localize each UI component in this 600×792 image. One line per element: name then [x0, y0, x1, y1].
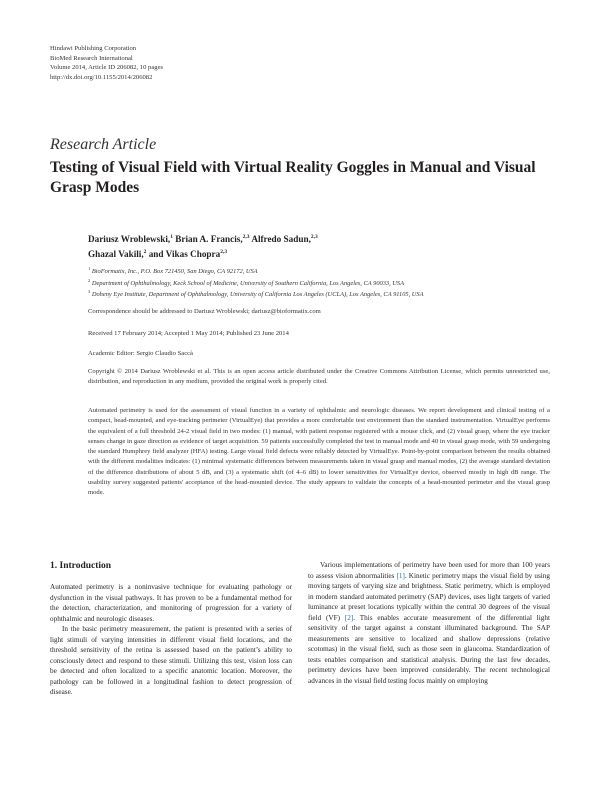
academic-editor-line: Academic Editor: Sergio Claudio Saccà — [88, 350, 193, 357]
article-title: Testing of Visual Field with Virtual Reality Goggles in Manual and Visual Grasp Modes — [50, 159, 536, 196]
doi-link[interactable]: http://dx.doi.org/10.1155/2014/206082 — [50, 73, 153, 81]
intro-paragraph-1: Automated perimetry is a noninvasive technique for evaluating pathology or dysfunction in the visual pathways. It has proven to be a fundamental method for the detection, characterization, and monitoring of progression for a variety of ophthalmic and neurologic diseases. — [50, 583, 292, 623]
correspondence-line: Correspondence should be addressed to Dariusz Wroblewski; dariusz@bioformatix.com — [88, 308, 321, 315]
paragraph-text: . Kinetic perimetry maps the visual field by using moving targets of varying size and brightness. Static perimetry, which is employed in modern standard automated perimetry (SAP) devices, uses light targets of varied luminance at preset locations typically within the central 30 degrees of the visual field (VF) — [308, 571, 550, 622]
journal-header — [50, 44, 163, 82]
copyright-notice: Copyright © 2014 Dariusz Wroblewski et al. This is an open access article distributed under the Creative Commons Attribution License, which permits unrestricted use, distribution, and reproduction in any medium, provided the original work is properly cited. — [88, 368, 550, 386]
paragraph-text: . This enables accurate measurement of the differential light sensitivity of the target against a constant illuminated background. The SAP measurements are sensitive to localized and shallow depressions (relative scotomas) in the visual field, such as those seen in glaucoma. Standardization of tests enables comparison and statistical analysis. During the last few decades, perimetry devices have been improved considerably. The recent technological advances in the visual field testing focus mainly on employing — [308, 613, 550, 685]
affiliation-text: BioFormatix, Inc., P.O. Box 721450, San Diego, CA 92172, USA — [91, 268, 258, 275]
intro-paragraph-3 — [308, 560, 550, 686]
affiliation-list — [88, 266, 558, 301]
author-affiliation-mark: 2,3 — [242, 233, 250, 240]
journal-name: BioMed Research International — [50, 54, 133, 62]
author-name: Ghazal Vakili, — [88, 249, 144, 259]
reference-link-2[interactable]: [2] — [344, 613, 354, 622]
affiliation-text: Department of Ophthalmology, Keck School of Medicine, University of Southern California, Los Angeles, CA 90033, USA — [91, 279, 405, 287]
author-affiliation-mark: 1 — [170, 233, 173, 240]
author-affiliation-mark: 2,3 — [220, 248, 228, 255]
affiliation-number: 2 — [88, 277, 91, 283]
publisher-name: Hindawi Publishing Corporation — [50, 45, 137, 52]
dates-line: Received 17 February 2014; Accepted 1 May 2014; Published 23 June 2014 — [88, 330, 289, 337]
affiliation-text: Doheny Eye Institute, Department of Ophthalmology, University of California Los Angeles (UCLA), Los Angeles, CA 91105, USA — [91, 291, 424, 298]
reference-link-1[interactable]: [1] — [396, 571, 405, 580]
section-heading-introduction: 1. Introduction — [50, 561, 112, 571]
author-name: Brian A. Francis, — [175, 234, 243, 244]
intro-paragraph-2: In the basic perimetry measurement, the patient is presented with a series of light stimuli of varying intensities in different visual field locations, and the threshold sensitivity of the retina is assessed based on the patient’s ability to consciously detect and respond to these stimuli. Utilizing this test, vision loss can be detected and often localized to a specific anatomic location. Moreover, the pathology can be followed in a longitudinal fashion to detect progression of disease. — [50, 625, 292, 696]
author-affiliation-mark: 2 — [143, 248, 147, 255]
affiliation-item — [88, 289, 558, 301]
affiliation-number: 1 — [88, 265, 91, 271]
article-type: Research Article — [50, 136, 157, 153]
abstract-text: Automated perimetry is used for the assessment of visual function in a variety of ophthalmic and neurologic diseases. We report development and clinical testing of a compact, head-mounted, and eye-tracking perimeter (VirtualEye) that provides a more comfortable test environment than the standard instrumentation. VirtualEye performs the equivalent of a full threshold 24-2 visual field in two modes: (1) manual, with patient response registered with a mouse click, and (2) visual grasp, where the eye tracker senses change in gaze direction as evidence of target acquisition. 59 patients successfully completed the test in manual mode and 40 in visual grasp mode, with 59 undergoing the standard Humphrey field analyzer (HFA) testing. Large visual field defects were reliably detected by VirtualEye. Point-by-point comparison between the results obtained with the different modalities indicates: (1) minimal systematic differences between measurements taken in visual grasp and manual modes, (2) the average standard deviation of the difference distributions of about 5 dB, and (3) a systematic shift (of 4–6 dB) to lower sensitivities for VirtualEye device, observed mostly in high dB range. The usability survey suggested patients' acceptance of the head-mounted device. The study appears to validate the concepts of a head-mounted perimeter and the visual grasp mode. — [88, 407, 550, 497]
right-column — [308, 560, 550, 686]
author-name: Alfredo Sadun, — [251, 234, 311, 244]
author-name: and Vikas Chopra — [148, 249, 221, 259]
author-affiliation-mark: 2,3 — [310, 233, 318, 240]
volume-info: Volume 2014, Article ID 206082, 10 pages — [50, 64, 164, 72]
left-column — [50, 560, 292, 698]
affiliation-item — [88, 278, 558, 290]
paragraph-text: Various implementations of perimetry have been used for more than 100 years to assess vision abnormalities — [308, 561, 550, 580]
author-name: Dariusz Wroblewski, — [88, 234, 171, 244]
affiliation-number: 3 — [88, 288, 91, 294]
author-list — [88, 232, 558, 262]
affiliation-item — [88, 266, 558, 278]
